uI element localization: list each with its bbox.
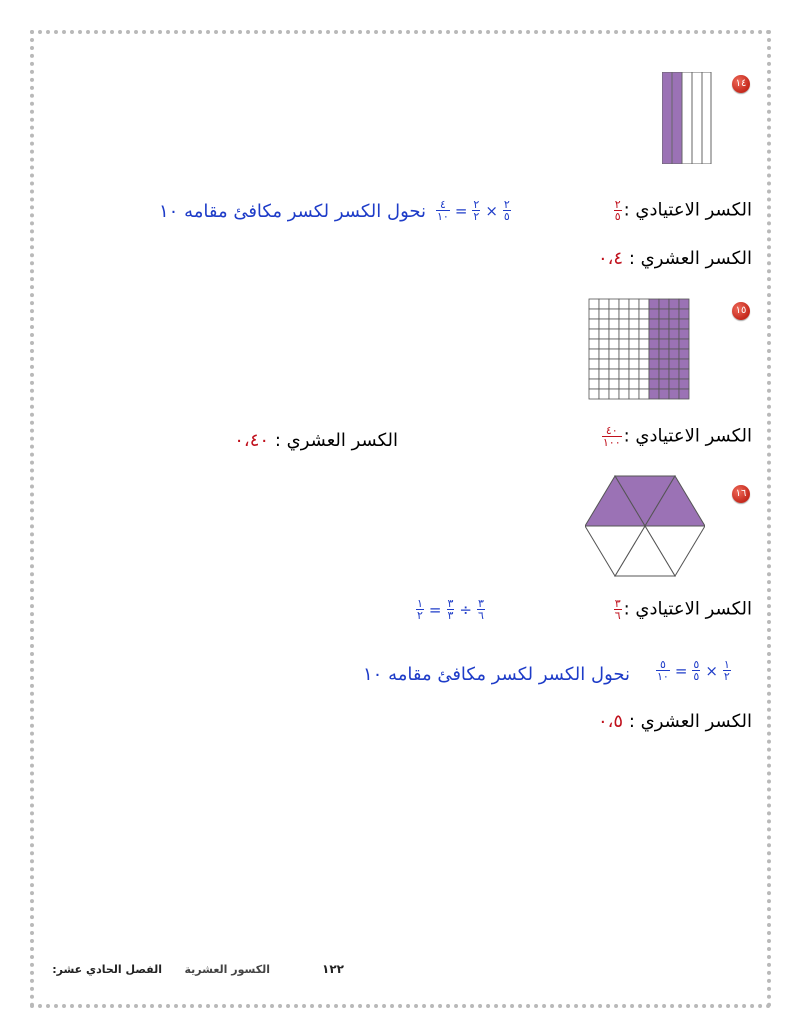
- frac-den: ٢: [723, 670, 730, 683]
- frac-num: ٥: [693, 658, 700, 671]
- grid-cell: [599, 299, 609, 309]
- grid-cell: [599, 319, 609, 329]
- frac-den: ١٠: [657, 670, 669, 683]
- grid-cell: [679, 379, 689, 389]
- q16-common-den: ٦: [614, 609, 621, 622]
- grid-cell: [649, 319, 659, 329]
- q16-eq2-base: [723, 659, 731, 682]
- question-badge-16: ١٦: [732, 485, 750, 503]
- operator-sign: ×: [485, 201, 498, 220]
- lesson-title: الكسور العشرية: [184, 963, 270, 976]
- frac-den: ٢: [417, 609, 423, 622]
- q14-eq-result: [436, 199, 450, 222]
- frac-num: ٣: [478, 597, 484, 610]
- grid-cell: [669, 389, 679, 399]
- grid-cell: [639, 369, 649, 379]
- grid-cell: [609, 319, 619, 329]
- question-badge-14: ١٤: [732, 75, 750, 93]
- grid-cell: [649, 309, 659, 319]
- frac-num: ٣: [447, 597, 454, 610]
- hundred-grid-model: [588, 298, 690, 400]
- grid-cell: [619, 379, 629, 389]
- q16-equivalent-equation: [654, 659, 733, 682]
- grid-cell: [619, 389, 629, 399]
- q16-decimal-value: ٠،٥: [597, 711, 624, 732]
- grid-cell: [589, 329, 599, 339]
- q14-equation: [434, 199, 513, 222]
- grid-cell: [679, 299, 689, 309]
- hexagon-model-6-parts: [585, 474, 705, 578]
- grid-cell: [659, 349, 669, 359]
- grid-cell: [649, 349, 659, 359]
- grid-cell: [639, 349, 649, 359]
- grid-cell: [649, 339, 659, 349]
- frac-num: ٢: [473, 198, 480, 211]
- grid-cell: [669, 319, 679, 329]
- grid-cell: [649, 299, 659, 309]
- frac-den: ٦: [478, 609, 484, 622]
- equals-sign: =: [454, 201, 468, 220]
- grid-cell: [609, 339, 619, 349]
- q14-common-fraction: [614, 199, 622, 222]
- grid-cell: [609, 359, 619, 369]
- q14-common-fraction-row: [612, 199, 752, 222]
- grid-cell: [679, 389, 689, 399]
- q15-common-fraction: [602, 425, 622, 448]
- q16-eq1-divisor: [447, 598, 455, 621]
- frac-num: ٥: [659, 658, 666, 671]
- frac-den: ١٠: [437, 210, 449, 223]
- grid-cell: [649, 389, 659, 399]
- grid-cell: [619, 359, 629, 369]
- grid-cell: [669, 309, 679, 319]
- grid-cell: [669, 359, 679, 369]
- grid-cell: [669, 349, 679, 359]
- grid-cell: [609, 329, 619, 339]
- grid-cell: [629, 359, 639, 369]
- frac-den: ٣: [447, 609, 454, 622]
- q16-common-fraction-row: [612, 598, 752, 621]
- grid-cell: [609, 369, 619, 379]
- grid-cell: [599, 349, 609, 359]
- q16-eq2-factor: [692, 659, 700, 682]
- frac-den: ٢: [473, 210, 480, 223]
- grid-cell: [589, 359, 599, 369]
- grid-cell: [679, 359, 689, 369]
- grid-cell: [679, 309, 689, 319]
- grid-cell: [669, 329, 679, 339]
- q15-decimal-value: ٠،٤٠: [234, 430, 270, 451]
- frac-num: ٢: [503, 198, 510, 211]
- equals-sign: =: [428, 600, 442, 619]
- grid-cell: [669, 299, 679, 309]
- grid-cell: [649, 329, 659, 339]
- grid-cell: [619, 349, 629, 359]
- grid-cell: [659, 309, 669, 319]
- grid-cell: [619, 369, 629, 379]
- q16-eq2-result: [656, 659, 670, 682]
- grid-cell: [589, 389, 599, 399]
- grid-cell: [639, 359, 649, 369]
- grid-cell: [629, 329, 639, 339]
- q15-common-label: الكسر الاعتيادي :: [623, 425, 752, 447]
- grid-cell: [639, 299, 649, 309]
- q16-decimal-label: الكسر العشري :: [628, 711, 752, 732]
- grid-cell: [589, 349, 599, 359]
- grid-cell: [659, 319, 669, 329]
- grid-cell: [629, 339, 639, 349]
- q15-common-num: ٤٠: [605, 424, 618, 437]
- q15-common-den: ١٠٠: [602, 436, 621, 449]
- grid-cell: [609, 309, 619, 319]
- grid-cell: [669, 339, 679, 349]
- grid-cell: [599, 339, 609, 349]
- grid-cell: [639, 389, 649, 399]
- grid-cell: [629, 369, 639, 379]
- grid-cell: [669, 369, 679, 379]
- grid-cell: [609, 379, 619, 389]
- grid-cell: [599, 329, 609, 339]
- q15-decimal-label: الكسر العشري :: [274, 430, 398, 451]
- q14-decimal-row: [598, 248, 752, 269]
- chapter-title: الفصل الحادي عشر:: [52, 963, 162, 976]
- grid-cell: [599, 369, 609, 379]
- grid-cell: [589, 299, 599, 309]
- frac-num: ١: [417, 597, 423, 610]
- grid-cell: [619, 319, 629, 329]
- q16-common-label: الكسر الاعتيادي :: [623, 598, 752, 620]
- q15-decimal-row: [234, 430, 398, 451]
- q16-convert-text: نحول الكسر لكسر مكافئ مقامه ١٠: [363, 664, 630, 685]
- grid-cell: [599, 389, 609, 399]
- q16-common-num: ٣: [614, 597, 621, 610]
- grid-cell: [599, 359, 609, 369]
- q16-simplify-equation: [414, 598, 487, 621]
- grid-cell: [629, 299, 639, 309]
- grid-cell: [589, 309, 599, 319]
- operator-sign: ×: [705, 661, 718, 680]
- q14-eq-base: [503, 199, 511, 222]
- grid-cell: [619, 329, 629, 339]
- grid-cell: [659, 329, 669, 339]
- grid-cell: [659, 369, 669, 379]
- grid-cell: [679, 329, 689, 339]
- q14-common-den: ٥: [614, 210, 621, 223]
- q14-eq-factor: [472, 199, 480, 222]
- grid-cell: [609, 349, 619, 359]
- grid-cell: [679, 319, 689, 329]
- q15-common-fraction-row: [600, 425, 752, 448]
- q16-eq1-result: [416, 598, 424, 621]
- grid-cell: [629, 349, 639, 359]
- grid-cell: [659, 379, 669, 389]
- frac-num: ١: [723, 658, 730, 671]
- grid-cell: [659, 389, 669, 399]
- grid-cell: [629, 389, 639, 399]
- page-number: ١٢٢: [322, 962, 344, 976]
- grid-cell: [659, 299, 669, 309]
- grid-cell: [629, 319, 639, 329]
- grid-cell: [629, 379, 639, 389]
- grid-cell: [679, 349, 689, 359]
- q16-decimal-row: [598, 711, 752, 732]
- q14-decimal-label: الكسر العشري :: [628, 248, 752, 269]
- grid-cell: [589, 369, 599, 379]
- grid-cell: [589, 379, 599, 389]
- equals-sign: =: [674, 661, 688, 680]
- strip-model-5-parts: [662, 72, 712, 164]
- grid-cell: [659, 359, 669, 369]
- grid-cell: [639, 329, 649, 339]
- grid-cell: [659, 339, 669, 349]
- frac-den: ٥: [503, 210, 510, 223]
- q14-common-label: الكسر الاعتيادي :: [623, 199, 752, 221]
- operator-sign: ÷: [459, 600, 472, 619]
- frac-den: ٥: [693, 670, 700, 683]
- grid-cell: [619, 299, 629, 309]
- grid-cell: [639, 379, 649, 389]
- grid-cell: [679, 369, 689, 379]
- grid-cell: [599, 309, 609, 319]
- grid-cell: [639, 339, 649, 349]
- grid-cell: [599, 379, 609, 389]
- grid-cell: [649, 379, 659, 389]
- frac-num: ٤: [439, 198, 446, 211]
- q14-decimal-value: ٠،٤: [597, 248, 624, 269]
- grid-cell: [619, 339, 629, 349]
- grid-cell: [649, 369, 659, 379]
- q16-eq1-base: [477, 598, 485, 621]
- q14-convert-text: نحول الكسر لكسر مكافئ مقامه ١٠: [159, 201, 426, 222]
- q16-common-fraction: [614, 598, 622, 621]
- question-badge-15: ١٥: [732, 302, 750, 320]
- grid-cell: [649, 359, 659, 369]
- grid-cell: [609, 389, 619, 399]
- grid-cell: [609, 299, 619, 309]
- grid-cell: [629, 309, 639, 319]
- grid-cell: [589, 339, 599, 349]
- q14-common-num: ٢: [614, 198, 621, 211]
- grid-cell: [679, 339, 689, 349]
- grid-cell: [619, 309, 629, 319]
- grid-cell: [589, 319, 599, 329]
- grid-cell: [669, 379, 679, 389]
- grid-cell: [639, 319, 649, 329]
- grid-cell: [639, 309, 649, 319]
